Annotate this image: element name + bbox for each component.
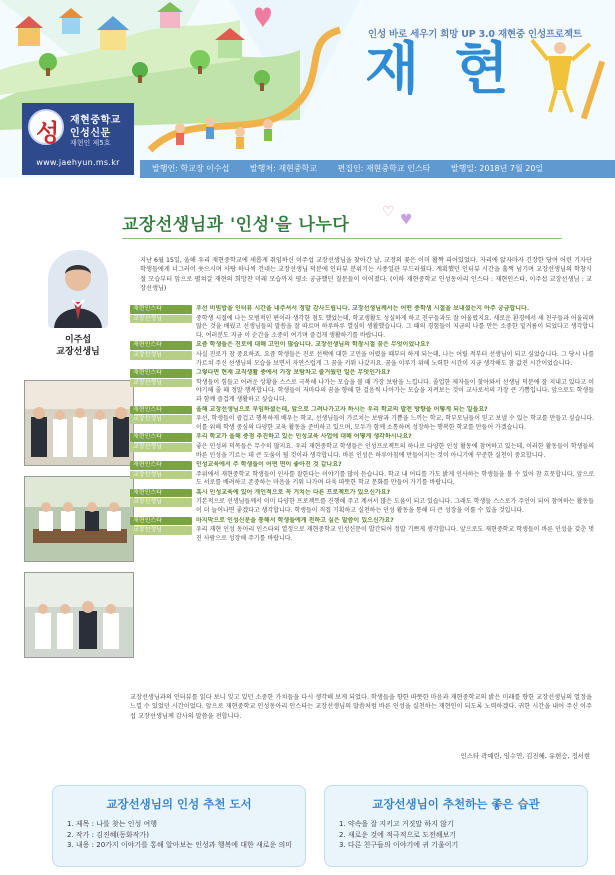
question-tag: 재현인스타 (130, 489, 192, 498)
publishing-office: 발행처: 재현중학교 (249, 164, 317, 173)
question-text: 요즘 학생들은 진로에 대해 고민이 많습니다. 교장선생님의 학창시절 꿈은 무엇이었나요? (196, 341, 430, 349)
recommended-books-title: 교장선생님의 인성 추천 도서 (106, 797, 252, 811)
answer-row (130, 351, 594, 368)
answer-text: 사실 진로가 참 중요하죠. 요즘 학생들은 진로 선택에 대한 고민을 어렸을 때부터 하게 되는데, 나는 어릴 적부터 선생님이 되고 싶었습니다. 그 당시 나를 가르쳐 주신 선생님의 모습을 보면서 자연스럽게 그 꿈을 키워 나갔지요. 꿈을 이루기 위해 노력한 시간이 지금 생각해도 참 값진 시간이었습니다. (196, 350, 594, 367)
answer-text: 우선, 학생들이 즐겁고 행복하게 배우는 학교, 선생님들이 가르치는 보람과 기쁨을 느끼는 학교, 학부모님들이 믿고 보낼 수 있는 학교를 만들고 싶습니다. 이를 위해 학생 중심의 다양한 교육 활동을 준비하고 있으며, 모두가 함께 소통하며 성장하는 행복한 학교를 만들어 가겠습니다. (196, 415, 594, 431)
question-row (130, 489, 594, 498)
list-item: 3. 다른 친구들의 이야기에 귀 기울이기 (339, 841, 459, 850)
question-row (130, 461, 594, 470)
interview-article (22, 198, 594, 774)
question-tag: 재현인스타 (130, 433, 192, 442)
question-row (130, 406, 594, 415)
answer-tag: 교장선생님 (130, 498, 192, 507)
title-divider (122, 238, 562, 239)
list-item: 1. 제목 : 나를 찾는 인성 여행 (67, 820, 158, 828)
question-tag: 재현인스타 (130, 461, 192, 470)
editor: 편집인: 재현중학교 인스타 (337, 164, 431, 173)
question-tag: 재현인스타 (130, 406, 192, 415)
heart-icon: ♥ (400, 212, 413, 228)
answer-tag: 교장선생님 (130, 443, 192, 452)
answer-row (130, 415, 594, 432)
answer-row (130, 315, 594, 341)
recommended-habits-title: 교장선생님이 추천하는 좋은 습관 (372, 797, 540, 811)
answer-text: 주위에서 재현중학교 학생들이 인사를 잘한다는 이야기를 많이 듣습니다. 학교 내 어디를 가도 밝게 인사하는 학생들을 볼 수 있어 참 흐뭇합니다. 앞으로도 서로를 배려하고 존중하는 마음을 키워 나가며 더욱 따뜻한 학교 문화를 만들어 가기를 바랍니다. (196, 470, 594, 487)
answer-row (130, 379, 594, 405)
principal-portrait (48, 250, 108, 328)
school-seal-icon: 성 (28, 109, 64, 145)
question-row (130, 433, 594, 442)
question-row (130, 305, 594, 314)
recommended-habits-box (324, 785, 588, 867)
recommended-books-box (52, 785, 306, 867)
answer-text: 기본적으로 선생님들께서 이미 다양한 프로젝트를 진행해 주고 계셔서 많은 도움이 되고 있습니다. 그래도 학생들 스스로가 주인이 되어 참여하는 활동들이 더 늘어나면 좋겠다고 생각합니다. 학생들이 직접 기획하고 실천하는 인성 활동을 통해 더 큰 성장을 이룰 수 있을 것입니다. (196, 498, 594, 515)
interview-qa (130, 305, 594, 544)
recommended-books-list (67, 819, 292, 851)
answer-row (130, 443, 594, 460)
masthead-slogan: 인성 바로 세우기 희망 UP 3.0 재현중 인성프로젝트 (368, 29, 582, 40)
list-item: 1. 약속을 잘 지키고 거짓말 하지 않기 (339, 820, 454, 828)
article-title: 교장선생님과 '인성'을 나누다 (122, 215, 350, 235)
school-name: 재현중학교 (70, 115, 121, 126)
question-text: 인성교육에서 주 학생들이 어떤 면이 좋아진 것 같나요? (196, 461, 342, 469)
answer-text: 우리 재현 인성 동아리 인스타의 열정으로 재현중학교 인성신문이 발간되어 정말 기쁘게 생각합니다. 앞으로도 재현중학교 학생들이 바른 인성을 갖춘 멋진 사람으로 성장해 주기를 바랍니다. (196, 526, 594, 542)
heart-icon: ♡ (382, 204, 395, 220)
article-intro: 지난 6월 15일, 올해 우리 재현중학교에 새롭게 취임하신 이주섭 교장선생님을 찾아간 날, 교정의 꽃은 이미 활짝 피어있었다. 자리에 앉자마자 긴장한 당여 어린 기자단 학생들에게 너그러이 웃으시며 사탕 하나씩 건네는 교장선생님 덕분에 인터뷰 분위기는 시종일관 부드러웠다. 계획했던 인터뷰 시간을 훌쩍 넘기며 교장선생님의 학창시절 모습부터 앞으로 펼쳐갈 재현의 희망찬 미래 모습까지 평소 궁금했던 질문들이 이어졌다. (이하 재현중학교 인성동아리 인스타 : 재현인스타, 이주섭 교장선생님 : 교장선생님) (140, 257, 592, 292)
answer-row (130, 526, 594, 543)
paper-name: 인성신문 (70, 128, 111, 139)
principal-role: 교장선생님 (56, 347, 100, 357)
recommended-habits-list (339, 819, 458, 851)
answer-row (130, 471, 594, 488)
question-row (130, 369, 594, 378)
issue-number: 재현인 제5호 (70, 139, 111, 147)
answer-row (130, 498, 594, 515)
answer-tag: 교장선생님 (130, 471, 192, 480)
question-text: 우선 비빔밥을 인터뷰 시간을 내주셔서 정말 감사드립니다. 교장선생님께서는 어떤 중학생 시절을 보내셨는지 아주 궁금합니다. (196, 305, 530, 312)
school-url[interactable]: www.jaehyun.ms.kr (36, 158, 120, 167)
list-item: 2. 새로운 것에 적극적으로 도전해보기 (339, 830, 457, 839)
answer-tag: 교장선생님 (130, 526, 192, 535)
answer-tag: 교장선생님 (130, 415, 192, 424)
article-credits: 인스타 곽예린, 임수연, 김진혜, 유현승, 정서현 (460, 752, 590, 760)
question-text: 혹시 인성교육에 있어 개인적으로 꼭 거치는 다른 프로젝트가 있으신가요? (196, 488, 391, 496)
publish-date: 발행일: 2018년 7월 20일 (450, 164, 544, 173)
answer-text: 중학생 시절에 나는 모범적인 편이라 생각한 점도 했었는데, 학교생활도 성실하게 하고 친구들과도 잘 어울렸지요. 새로운 환경에서 새 친구들과 어울리며 많은 것을 배웠고 선생님들의 말씀을 잘 따르며 하루하루 열심히 생활했습니다. 그 때의 경험들이 지금의 나를 만든 소중한 밑거름이 되었다고 생각합니다. 여러분도 지금 이 순간을 소중히 여기며 즐겁게 생활하기를 바랍니다. (196, 314, 594, 339)
masthead (0, 0, 615, 178)
article-closing: 교장선생님과의 인터뷰를 읽다 보니 잊고 있던 소중한 가치들을 다시 생각해 보게 되었다. 학생들을 향한 따뜻한 마음과 재현중학교의 밝은 미래를 향한 교장선생님의 열정을 느낄 수 있었던 시간이었다. 앞으로 재현중학교 인성동아리 인스타는 교장선생님의 말씀처럼 바른 인성을 실천하는 재현인이 되도록 노력하겠다. 귀한 시간을 내어 주신 이주섭 교장선생님께 감사의 말씀을 전합니다. (130, 694, 592, 720)
interview-photo (24, 572, 134, 658)
question-tag: 재현인스타 (130, 369, 192, 378)
list-item: 3. 내용 : 20가지 이야기를 통해 알아보는 인성과 행복에 대한 새로운 의미 (67, 841, 292, 850)
question-text: 올해 교장선생님으로 부임하셨는데, 앞으로 그려나가고자 하시는 우리 학교의 발전 방향을 어떻게 되는 일들요? (196, 405, 488, 413)
interview-photo (24, 380, 134, 466)
question-tag: 재현인스타 (130, 341, 192, 350)
masthead-title: 재 현 (365, 37, 517, 102)
list-item: 2. 작가 : 김진혜(동화작가) (67, 830, 150, 839)
question-text: 마지막으로 인성신문을 통해서 학생들에게 전하고 싶은 말씀이 있으신가요? (196, 516, 394, 524)
answer-tag: 교장선생님 (130, 379, 192, 388)
interview-photo (24, 476, 134, 562)
principal-name: 이주섭 (64, 335, 92, 345)
question-tag: 재현인스타 (130, 305, 192, 314)
question-row (130, 517, 594, 526)
school-logo-box (22, 103, 134, 175)
publisher: 발행인: 학교장 이수섭 (152, 164, 230, 173)
answer-text: 학생들이 힘들고 어려운 상황을 스스로 극복해 나가는 모습을 볼 때 가장 보람을 느낍니다. 졸업한 제자들이 찾아와서 선생님 덕분에 잘 지내고 있다고 이야기해 줄 때 정말 행복합니다. 학생들이 저마다의 꿈을 향해 한 걸음씩 나아가는 모습을 지켜보는 것이 교사로서의 가장 큰 기쁨입니다. 앞으로도 학생들과 함께 즐겁게 생활하고 싶습니다. (196, 378, 594, 403)
answer-tag: 교장선생님 (130, 351, 192, 360)
publication-info-bar (140, 160, 615, 178)
question-row (130, 341, 594, 350)
question-text: 우리 학교가 올해 중점 추진하고 있는 인성교육 사업에 대해 어떻게 생각하시나요? (196, 433, 412, 441)
answer-tag: 교장선생님 (130, 315, 192, 324)
answer-text: 좋은 인성의 덕목들은 무수히 많지요. 우리 재현중학교 학생들은 인성프로젝트의 하나로 다양한 인성 활동에 참여하고 있는데, 이러한 활동들이 학생들의 바른 인성을 기르는 데 큰 도움이 될 것이라 생각합니다. 바른 인성은 하루아침에 만들어지는 것이 아니기에 꾸준한 실천이 중요합니다. (196, 442, 594, 459)
question-text: 그렇다면 현재 교직생활 중에서 가장 보람차고 즐거웠던 일은 무엇인가요? (196, 369, 391, 377)
question-tag: 재현인스타 (130, 517, 192, 526)
